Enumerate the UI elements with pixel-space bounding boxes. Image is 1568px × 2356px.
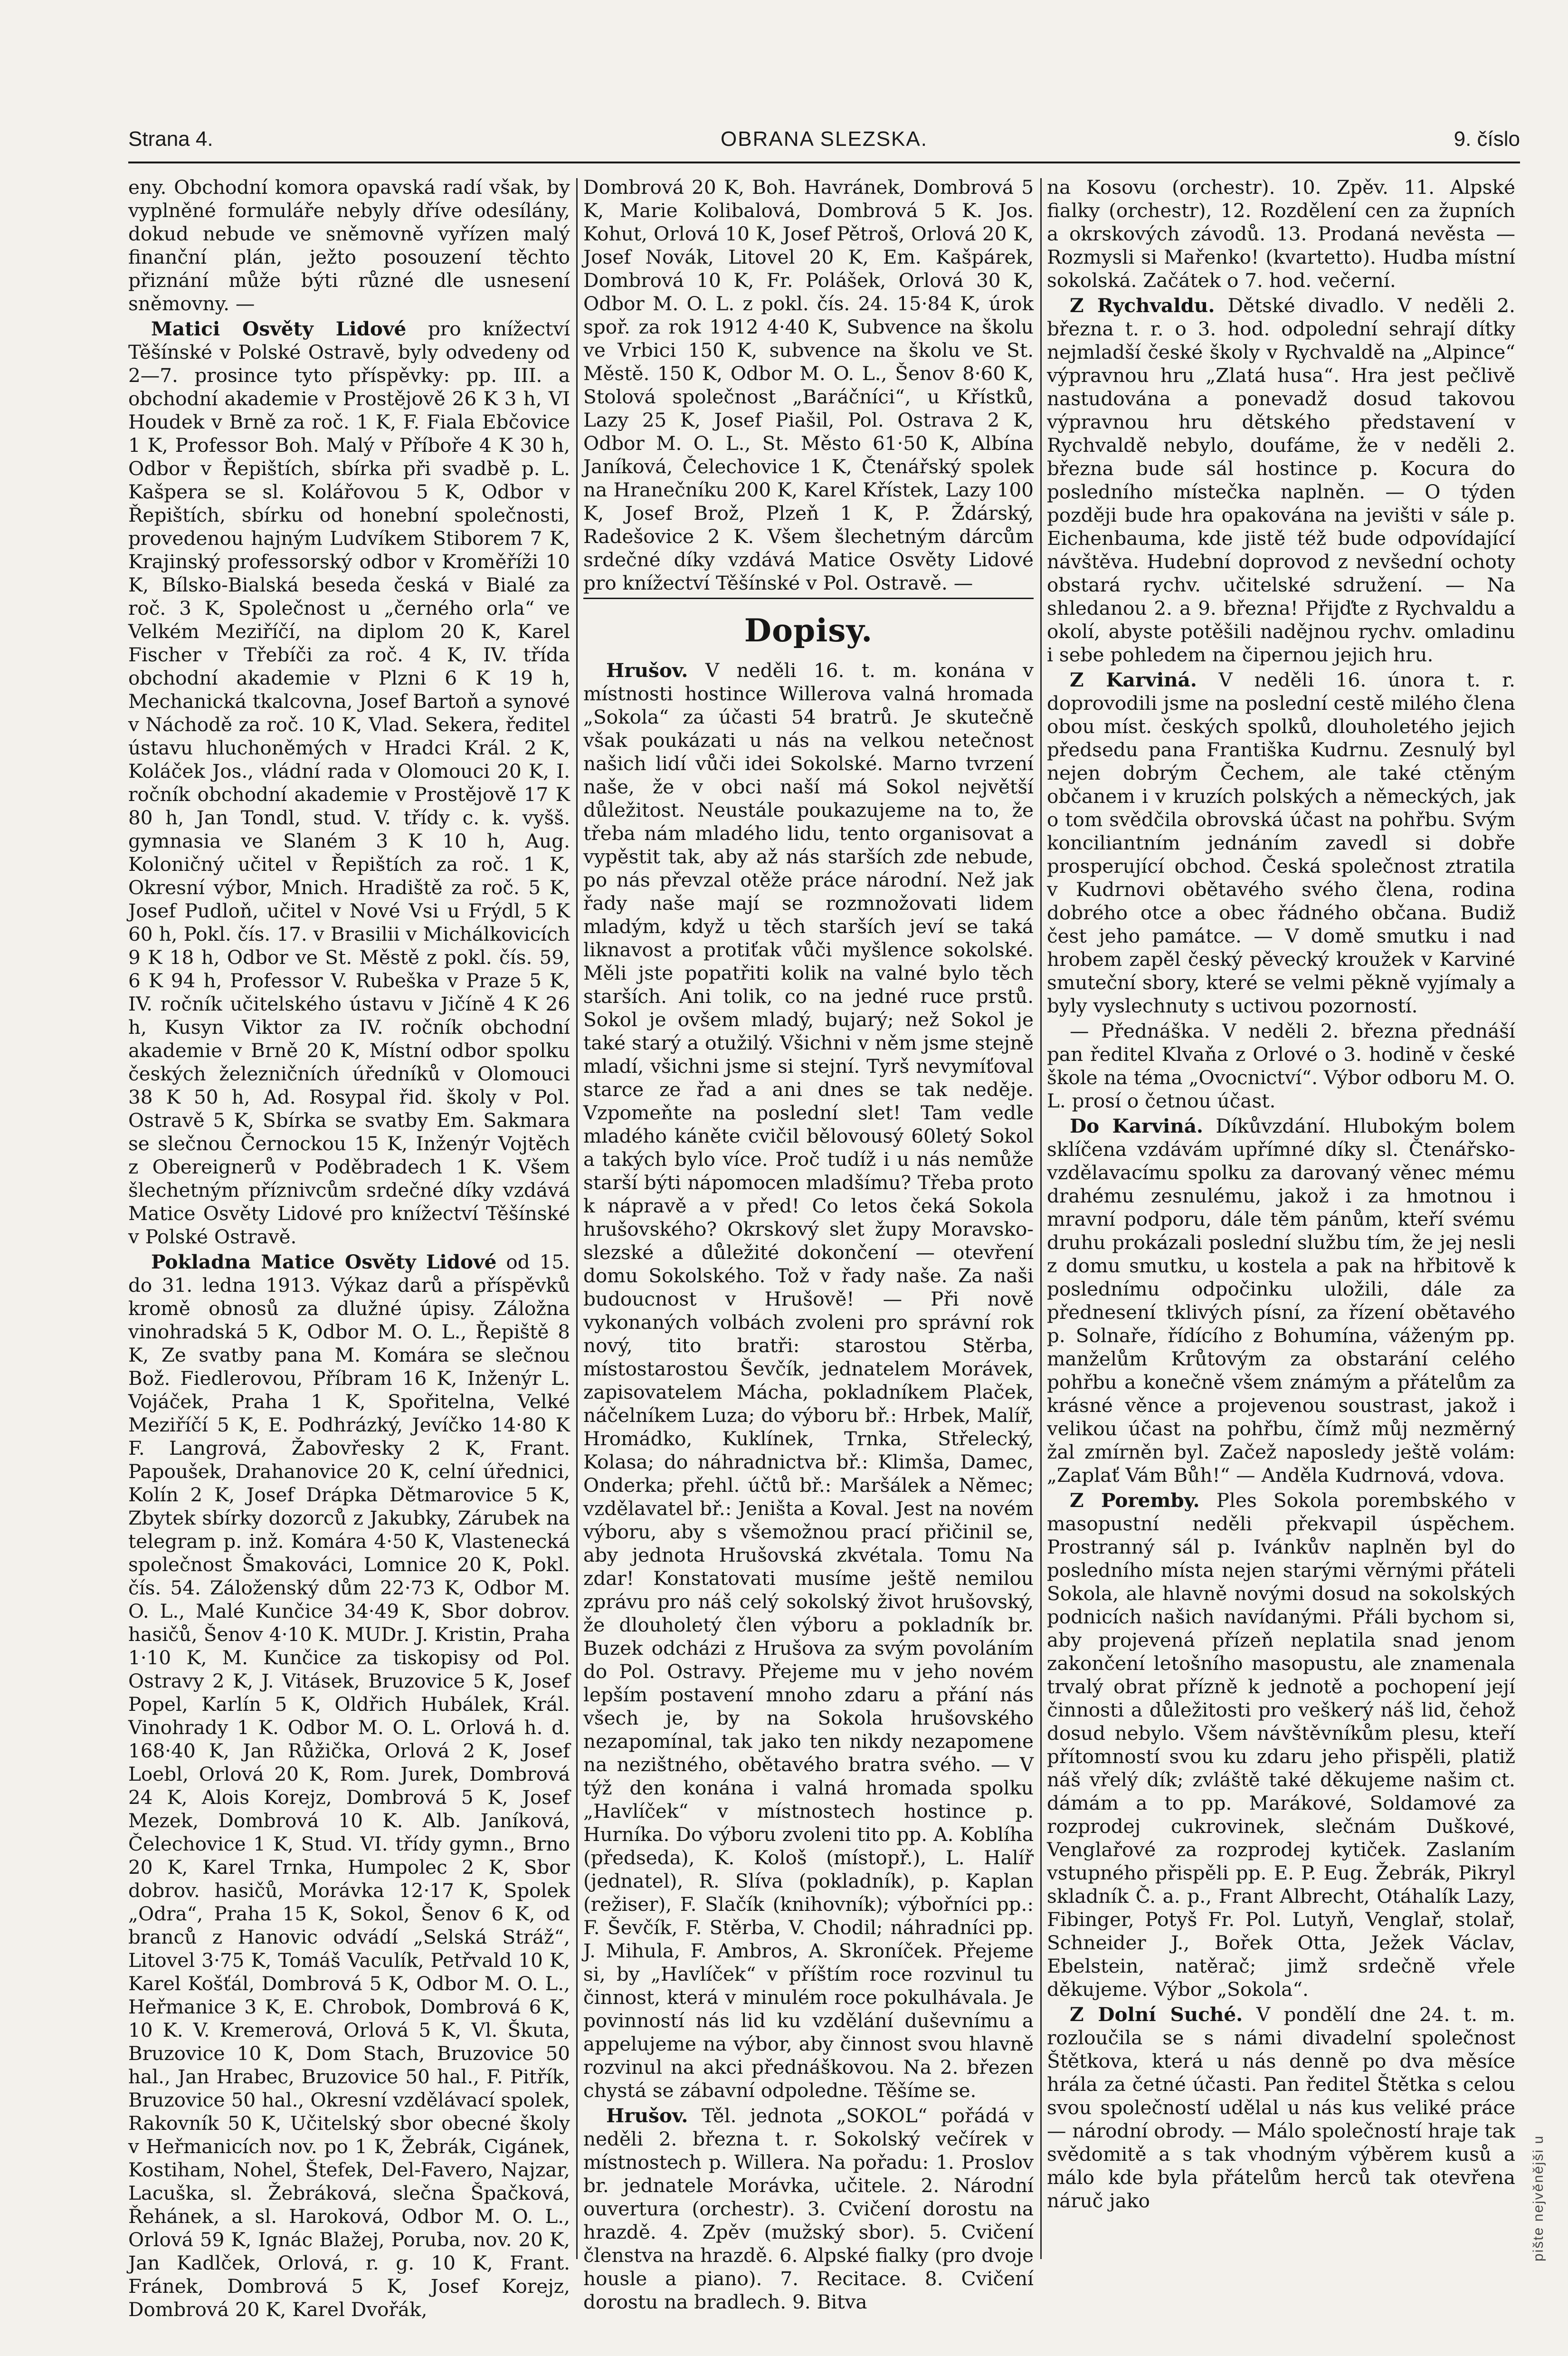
article-heading: Do Karviná. — [1070, 1115, 1204, 1137]
article-paragraph — [1047, 668, 1515, 1018]
page-number: Strana 4. — [128, 127, 213, 151]
article-heading: Pokladna Matice Osvěty Lidové — [151, 1250, 497, 1273]
article-paragraph — [1047, 2003, 1515, 2213]
article-text: eny. Obchodní komora opavská radí však, by vyplněné formuláře nebyly dříve odesílány, dokud nebude ve sněmovně vyřízen malý finanční plán, ježto posouzení těchto přiznání může býti různé dle usnesení sněmovny. — — [128, 176, 570, 315]
section-rule — [583, 598, 1034, 599]
section-heading: Dopisy. — [744, 612, 873, 649]
article-paragraph — [1047, 1489, 1515, 2001]
article-heading: Matici Osvěty Lidové — [151, 317, 407, 340]
article-heading: Hrušov. — [606, 2104, 688, 2127]
article-paragraph — [583, 659, 1034, 2102]
article-heading: Z Rychvaldu. — [1070, 294, 1215, 317]
article-text: V pondělí dne 24. t. m. rozloučila se s námi divadelní společnost Štětkova, která u nás denně po dva měsíce hrála za četné účasti. Pan ředitel Štětka s celou svou společností udělal u nás kus veliké práce — národní obrody. — Málo společností hraje tak svědomitě a s tak vhodným výběrem kusů a málo kde byla přátelům herců tak otevřena náruč jako — [1047, 2003, 1516, 2212]
article-paragraph — [128, 317, 570, 1249]
column-divider — [576, 178, 578, 2259]
article-paragraph — [583, 2104, 1034, 2314]
article-text: Těl. jednota „SOKOL“ pořádá v neděli 2. března t. r. Sokolský večírek v místnostech p. Willera. Na pořadu: 1. Proslov br. jednatele Morávka, učitele. 2. Národní ouvertura (orchestr). 3. Cvičení dorostu na hrazdě. 4. Zpěv (mužský sbor). 5. Cvičení členstva na hrazdě. 6. Alpské fialky (pro dvoje housle a piano). 7. Recitace. 8. Cvičení dorostu na bradlech. 9. Bitva — [583, 2104, 1034, 2313]
article-heading: Hrušov. — [606, 659, 688, 682]
page-header — [128, 127, 1520, 156]
article-text: pro knížectví Těšínské v Polské Ostravě, byly odvedeny od 2—7. prosince tyto příspěvky: pp. III. a obchodní akademie v Prostějově 26 K 3 h, VI Houdek v Brně za roč. 1 K, F. Fiala Ebčovice 1 K, Professor Boh. Malý v Příboře 4 K 30 h, Odbor v Řepištích, sbírka při svadbě p. L. Kašpera se sl. Kolářovou 5 K, Odbor v Řepištích, sbírku od honební společnosti, provedenou hajným Ludvíkem Stiborem 7 K, Krajinský professorský odbor v Kroměříži 10 K, Bílsko-Bialská beseda česká v Bialé za roč. 3 K, Společnost u „černého orla“ ve Velkém Meziříčí, na diplom 20 K, Karel Fischer v Třebíči za roč. 4 K, IV. třída obchodní akademie v Plzni 6 K 19 h, Mechanická tkalcovna, Josef Bartoň a synové v Náchodě za roč. 10 K, Vlad. Sekera, ředitel ústavu hluchoněmých v Hradci Král. 2 K, Koláček Jos., vládní rada v Olomouci 20 K, I. ročník obchodní akademie v Prostějově 17 K 80 h, Jan Tondl, stud. V. třídy c. k. vyšš. gymnasia ve Slaném 3 K 10 h, Aug. Koloničný učitel v Řepištích za roč. 1 K, Okresní výbor, Mnich. Hradiště za roč. 5 K, Josef Pudloň, učitel v Nové Vsi u Frýdl, 5 K 60 h, Pokl. čís. 17. v Brasilii v Michálkovicích 9 K 18 h, Odbor ve St. Městě z pokl. čís. 59, 6 K 94 h, Professor V. Rubeška v Praze 5 K, IV. ročník učitelského ústavu v Jičíně 4 K 26 h, Kusyn Viktor za IV. ročník obchodní akademie v Brně 20 K, Místní odbor spolku českých železničních úředníků v Olomouci 38 K 50 h, Ad. Rosypal řid. školy v Pol. Ostravě 5 K, Sbírka se svatby Em. Sakmara se slečnou Černockou 15 K, Inženýr Vojtěch z Obereignerů v Poděbradech 1 K. Všem šlechetným příznivcům srdečné díky vzdává Matice Osvěty Lidové pro knížectví Těšínské v Polské Ostravě. — [128, 317, 570, 1248]
article-text: V neděli 16. února t. r. doprovodili jsme na poslední cestě milého člena obou míst. českých spolků, dlouholetého jejich předsedu pana Františka Kudrnu. Zesnulý byl nejen dobrým Čechem, ale také ctěným občanem i v kruzích polských a německých, jak o tom svědčila obrovská účast na pohřbu. Svým konciliantním jednáním zavedl si dobře prosperující obchod. Česká společnost ztratila v Kudrnovi obětavého svého člena, rodina dobrého otce a obec řádného občana. Budiž čest jeho památce. — V domě smutku i nad hrobem zapěl český pěvecký kroužek v Karviné smuteční sbory, které se velmi pěkně vyjímaly a byly vyslechnuty s uctivou pozorností. — [1047, 668, 1516, 1017]
article-text: od 15. do 31. ledna 1913. Výkaz darů a příspěvků kromě obnosů za dlužné úpisy. Záložna vinohradská 5 K, Odbor M. O. L., Řepiště 8 K, Ze svatby pana M. Komára se slečnou Bož. Fiedlerovou, Příbram 16 K, Inženýr L. Vojáček, Praha 1 K, Spořitelna, Velké Meziříčí 5 K, E. Podhrázký, Jevíčko 14·80 K F. Langrová, Žabovřesky 2 K, Frant. Papoušek, Drahanovice 20 K, celní úřednici, Kolín 2 K, Josef Drápka Dětmarovice 5 K, Zbytek sbírky dozorců z Jakubky, Zárubek na telegram p. inž. Komára 4·50 K, Vlastenecká společnost Šmakováci, Lomnice 20 K, Pokl. čís. 54. Záloženský dům 22·73 K, Odbor M. O. L., Malé Kunčice 34·49 K, Sbor dobrov. hasičů, Šenov 4·10 K. MUDr. J. Kristin, Praha 1·10 K, M. Kunčice za tiskopisy od Pol. Ostravy 2 K, J. Vitásek, Bruzovice 5 K, Josef Popel, Karlín 5 K, Oldřich Hubálek, Král. Vinohrady 1 K. Odbor M. O. L. Orlová h. d. 168·40 K, Jan Růžička, Orlová 2 K, Josef Loebl, Orlová 20 K, Rom. Jurek, Dombrová 24 K, Alois Korejz, Dombrová 5 K, Josef Mezek, Dombrová 10 K. Alb. Janíková, Čelechovice 1 K, Stud. VI. třídy gymn., Brno 20 K, Karel Trnka, Humpolec 2 K, Sbor dobrov. hasičů, Morávka 12·17 K, Spolek „Odra“, Praha 15 K, Sokol, Šenov 6 K, od branců z Hanovic odvádí „Selská Stráž“, Litovel 3·75 K, Tomáš Vaculík, Petřvald 10 K, Karel Košťál, Dombrová 5 K, Odbor M. O. L., Heřmanice 3 K, E. Chrobok, Dombrová 6 K, 10 K. V. Kremerová, Orlová 5 K, Vl. Škuta, Bruzovice 10 K, Dom Stach, Bruzovice 50 hal., Jan Hrabec, Bruzovice 50 hal., F. Pitřík, Bruzovice 50 hal., Okresní vzdělávací spolek, Rakovník 50 K, Učitelský sbor obecné školy v Heřmanicích nov. po 1 K, Žebrák, Cigánek, Kostiham, Nohel, Štefek, Del-Favero, Najzar, Lacuška, sl. Žebráková, slečna Špačková, Řehánek, a sl. Haroková, Odbor M. O. L., Orlová 59 K, Ignác Blažej, Poruba, nov. 20 K, Jan Kadlček, Orlová, r. g. 10 K, Frant. Fránek, Dombrová 5 K, Josef Korejz, Dombrová 20 K, Karel Dvořák, — [128, 1250, 570, 2321]
article-text: Díkůvzdání. Hlubokým bolem sklíčena vzdávám upřímné díky sl. Čtenářsko-vzdělavacímu spolku za darovaný věnec mému drahému zesnulému, jakož i za hmotnou i mravní podporu, dále těm pánům, kteří svému druhu prokázali poslední službu tím, že jej nesli z domu smutku, u kostela a pak na hřbitově k poslednímu odpočinku uložili, dále za přednesení tklivých písní, za řízení obětavého p. Solnaře, řídícího z Bohumína, váženým pp. manželům Krůtovým za obstarání celého pohřbu a konečně všem známým a přátelům za krásné věnce a projevenou soustrast, jakož i velikou účast na pohřbu, čímž můj nezměrný žal zmírněn byl. Začež naposledy ještě volám: „Zaplať Vám Bůh!“ — Anděla Kudrnová, vdova. — [1047, 1115, 1516, 1487]
column-2 — [583, 176, 1034, 2313]
article-text: na Kosovu (orchestr). 10. Zpěv. 11. Alpské fialky (orchestr), 12. Rozdělení cen za župních a okrskových závodů. 13. Prodaná nevěsta — Rozmysli si Mařenko! (kvartetto). Hudba místní sokolská. Začátek o 7. hod. večerní. — [1047, 176, 1515, 292]
column-1 — [128, 176, 570, 2321]
article-heading: Z Karviná. — [1070, 668, 1197, 691]
article-text: — Přednáška. V neděli 2. března přednáší pan ředitel Klvaňa z Orlové o 3. hodině v české škole na téma „Ovocnictví“. Výbor odboru M. O. L. prosí o četnou účast. — [1047, 1020, 1515, 1112]
article-text: Ples Sokola porembského v masopustní neděli překvapil úspěchem. Prostranný sál p. Ivánkův naplněn byl do posledního místa nejen starými věrnými přáteli Sokola, ale hlavně novými dosud na sokolských podnicích našich navídanými. Přáli bychom si, aby projevená přízeň neplatila snad jenom zakončení letošního masopustu, ale znamenala trvalý obrat přízně k jednotě a pochopení její činnosti a důležitosti pro veškerý náš lid, čehož dosud nebylo. Všem návštěvníkům plesu, kteří přítomností svou ku zdaru jeho přispěli, platiž náš vřelý dík; zvláště také děkujeme našim ct. dámám a to pp. Marákové, Soldamové za rozprodej cukrovinek, slečnám Duškové, Venglařové za rozprodej kytiček. Zaslaním vstupného přispěli pp. E. P. Eug. Žebrák, Pikryl skladník Č. a. p., Frant Albrecht, Otáhalík Lazy, Fibinger, Potyš Fr. Pol. Lutyň, Venglař, stolař, Schneider J., Bořek Otta, Ježek Václav, Ebelstein, natěrač; jimž srdečně vřele děkujeme. Výbor „Sokola“. — [1047, 1489, 1515, 2001]
article-paragraph — [1047, 294, 1515, 667]
article-text: Dombrová 20 K, Boh. Havránek, Dombrová 5 K, Marie Kolibalová, Dombrová 5 K. Jos. Kohut, Orlová 10 K, Josef Pětroš, Orlová 20 K, Josef Novák, Litovel 20 K, Em. Kašpárek, Dombrová 10 K, Fr. Polášek, Orlová 30 K, Odbor M. O. L. z pokl. čís. 24. 15·84 K, úrok spoř. za rok 1912 4·40 K, Subvence na školu ve Vrbici 150 K, subvence na školu ve St. Městě. 150 K, Odbor M. O. L., Šenov 8·60 K, Stolová společnost „Baráčníci“, u Křístků, Lazy 25 K, Josef Piašil, Pol. Ostrava 2 K, Odbor M. O. L., St. Město 61·50 K, Albína Janíková, Čelechovice 1 K, Čtenářský spolek na Hranečníku 200 K, Karel Křístek, Lazy 100 K, Josef Brož, Plzeň 1 K, P. Ždárský, Radešovice 2 K. Všem šlechetným dárcům srdečné díky vzdává Matice Osvěty Lidové pro knížectví Těšínské v Pol. Ostravě. — — [583, 176, 1034, 594]
article-heading: Z Dolní Suché. — [1070, 2003, 1243, 2026]
article-paragraph — [128, 1250, 570, 2321]
issue-number: 9. číslo — [1454, 127, 1520, 151]
column-3 — [1047, 176, 1515, 2257]
article-heading: Z Poremby. — [1070, 1489, 1200, 1512]
header-rule — [128, 162, 1520, 163]
margin-stamp: pište nejvěnějši u — [1530, 2135, 1546, 2261]
newspaper-title: OBRANA SLEZSKA. — [721, 127, 928, 151]
article-paragraph — [1047, 1115, 1515, 1487]
article-text: V neděli 16. t. m. konána v místnosti hostince Willerova valná hromada „Sokola“ za účasti 54 bratrů. Je skutečně však poukázati u nás na velkou netečnost našich lidí vůči idei Sokolské. Marno tvrzení naše, že v obci naší má Sokol největší důležitost. Neustále poukazujeme na to, že třeba nám mladého lidu, tento organisovat a vypěstit tak, aby až nás starších zde nebude, po nás převzal otěže práce národní. Než jak řady naše mají se rozmnožovati lidem mladým, když u těch starších jeví se taká liknavost a protiťak vůči myšlence sokolské. Měli jste popatřiti kolik na valné bylo těch starších. Ani tolik, co na jedné ruce prstů. Sokol je ovšem mladý, bujarý; než Sokol je také starý a otužilý. Všichni v něm jsme stejně mladí, všichni jsme si stejní. Tyrš nevymíťoval starce ze řad a ani dnes se tak neděje. Vzpomeňte na poslední slet! Tam vedle mladého káněte cvičil bělovousý 60letý Sokol a takých bylo více. Proč tudíž i u nás nemůže starší býti nápomocen mladšímu? Třeba proto k nápravě a v před! Co letos čeká Sokola hrušovského? Okrskový slet župy Moravsko-slezské a důležité dokončení — otevření domu Sokolského. Tož v řady naše. Za naši budoucnost v Hrušově! — Při nově vykonaných volbách zvoleni pro správní rok nový, tito bratři: starostou Stěrba, místostarostou Ševčík, jednatelem Morávek, zapisovatelem Mácha, pokladníkem Plaček, náčelníkem Luza; do výboru bř.: Hrbek, Malíř, Hromádko, Kuklínek, Trnka, Střelecký, Kolasa; do náhradnictva bř.: Klimša, Damec, Onderka; přehl. účtů bř.: Maršálek a Němec; vzdělavatel bř.: Jeništa a Koval. Jest na novém výboru, aby s všemožnou prací přičinil se, aby jednota Hrušovská zkvétala. Tomu Na zdar! Konstatovati musíme ještě nemilou zprávu pro náš celý sokolský život hrušovský, že dlouholetý člen výboru a pokladník br. Buzek odcházi z Hrušova za svým povoláním do Pol. Ostravy. Přejeme mu v jeho novém lepším postavení mnoho zdaru a přání nás všech je, by na Sokola hrušovského nezapomínal, tak jako ten nikdy nezapomene na nezištného, obětavého bratra svého. — V týž den konána i valná hromada spolku „Havlíček“ v místnostech hostince p. Hurníka. Do výboru zvoleni tito pp. A. Koblíha (předseda), K. Kološ (místopř.), L. Halíř (jednatel), R. Slíva (pokladník), p. Kaplan (režiser), F. Slačík (knihovník); výbořníci pp.: F. Ševčík, F. Stěrba, V. Chodil; náhradníci pp. J. Mihula, F. Ambros, A. Skroníček. Přejeme si, by „Havlíček“ v příštím roce rozvinul tu činnost, která v minulém roce pokulhávala. Je povinností nás lid ku vzdělání duševnímu a appelujeme na výbor, aby činnost svou hlavně rozvinul na akci přednáškovou. Na 2. březen chystá se zábavní odpoledne. Těšíme se. — [583, 659, 1034, 2102]
article-text: Dětské divadlo. V neděli 2. března t. r. o 3. hod. odpolední sehrají dítky nejmladší české školy v Rychvaldě na „Alpince“ výpravnou hru „Zlatá husa“. Hra jest pečlivě nastudována a ponevadž dosud takovou výpravnou hru dětského představení v Rychvaldě nebylo, doufáme, že v neděli 2. března bude sál hostince p. Kocura do posledního místečka naplněn. — O týden později bude hra opakována na jevišti v sále p. Eichenbauma, kde jistě též bude odpovídající návštěva. Hudební doprovod z nevšední ochoty obstará rychv. učitelské sdružení. — Na shledanou 2. a 9. března! Přijďte z Rychvaldu a okolí, abyste potěšili nadějnou rychv. omladinu i sebe pohledem na čipernou jejich hru. — [1047, 294, 1515, 666]
column-divider — [1040, 178, 1042, 2259]
